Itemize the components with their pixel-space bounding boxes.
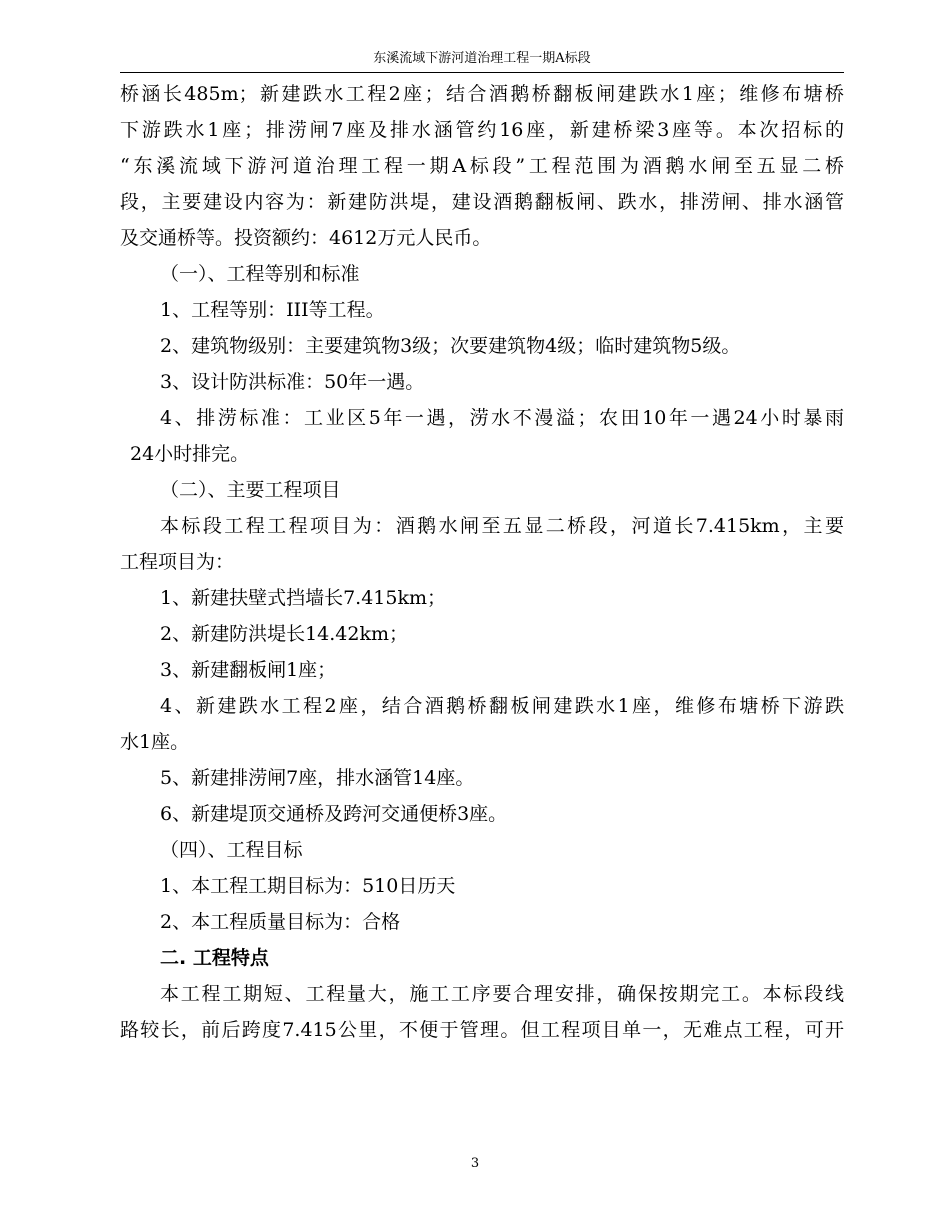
page-number: 3 (470, 1156, 480, 1171)
list-item: 4、排涝标准：工业区5年一遇，涝水不漫溢；农田10年一遇24小时暴雨 (160, 407, 844, 429)
paragraph-line: 段，主要建设内容为：新建防洪堤，建设酒鹅翻板闸、跌水，排涝闸、排水涵管 (120, 191, 844, 213)
list-item: 2、本工程质量目标为：合格 (160, 911, 401, 933)
section-heading: （一）、工程等别和标准 (160, 263, 360, 285)
chapter-heading: 二. 工程特点 (160, 947, 269, 969)
paragraph-line: 桥涵长485m；新建跌水工程2座；结合酒鹅桥翻板闸建跌水1座；维修布塘桥 (120, 83, 844, 105)
list-item: 6、新建堤顶交通桥及跨河交通便桥3座。 (160, 803, 508, 825)
list-item: 5、新建排涝闸7座，排水涵管14座。 (160, 767, 475, 789)
paragraph-line: “东溪流域下游河道治理工程一期A标段”工程范围为酒鹅水闸至五显二桥 (120, 155, 844, 177)
list-item: 3、新建翻板闸1座； (160, 659, 337, 681)
paragraph-line: 下游跌水1座；排涝闸7座及排水涵管约16座，新建桥梁3座等。本次招标的 (120, 119, 844, 141)
list-item: 1、本工程工期目标为：510日历天 (160, 875, 456, 897)
list-item-continuation: 24小时排完。 (130, 443, 250, 465)
list-item: 2、新建防洪堤长14.42km； (160, 623, 409, 645)
paragraph-line: 本工程工期短、工程量大，施工工序要合理安排，确保按期完工。本标段线 (160, 983, 844, 1005)
paragraph-line: 工程项目为： (120, 551, 235, 573)
section-heading: （二）、主要工程项目 (160, 479, 341, 501)
page-header: 东溪流域下游河道治理工程一期A标段 (120, 46, 844, 73)
list-item: 3、设计防洪标准：50年一遇。 (160, 371, 425, 393)
list-item: 1、新建扶壁式挡墙长7.415km； (160, 587, 447, 609)
list-item: 2、建筑物级别：主要建筑物3级；次要建筑物4级；临时建筑物5级。 (160, 335, 741, 357)
section-heading: （四）、工程目标 (160, 839, 303, 861)
list-item-continuation: 水1座。 (120, 731, 190, 753)
list-item: 4、新建跌水工程2座，结合酒鹅桥翻板闸建跌水1座，维修布塘桥下游跌 (160, 695, 844, 717)
document-body (120, 76, 844, 1048)
paragraph-line: 路较长，前后跨度7.415公里，不便于管理。但工程项目单一，无难点工程，可开 (120, 1019, 844, 1041)
paragraph-line: 及交通桥等。投资额约：4612万元人民币。 (120, 227, 492, 249)
paragraph-line: 本标段工程工程项目为：酒鹅水闸至五显二桥段，河道长7.415km，主要 (160, 515, 844, 537)
list-item: 1、工程等别：III等工程。 (160, 299, 385, 321)
